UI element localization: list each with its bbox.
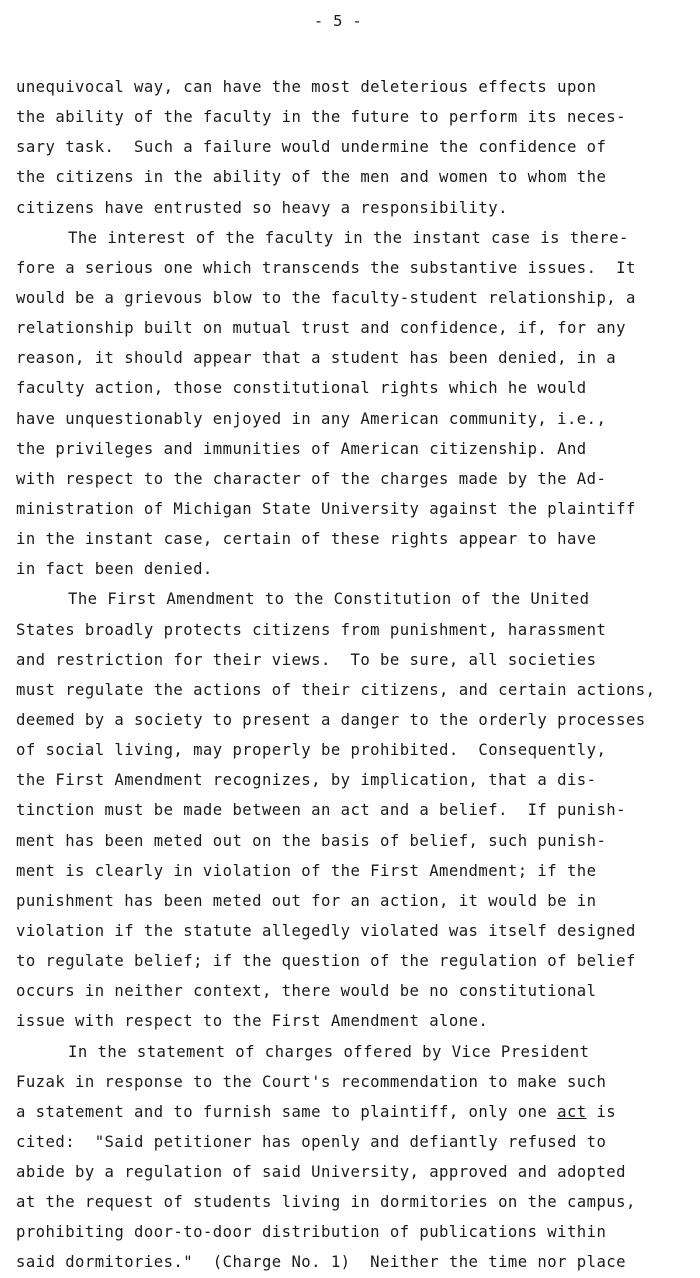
text-line: and restriction for their views. To be sure, all societies <box>16 650 597 669</box>
text-line: The First Amendment to the Constitution of the United <box>68 590 590 609</box>
text-line: States broadly protects citizens from punishment, harassment <box>16 620 607 639</box>
text-line: would be a grievous blow to the faculty-student relationship, a <box>16 288 636 307</box>
text-line: at the request of students living in dormitories on the campus, <box>16 1193 636 1212</box>
text-line: relationship built on mutual trust and confidence, if, for any <box>16 319 626 338</box>
text-line: In the statement of charges offered by Vice President <box>68 1042 590 1061</box>
text-line: deemed by a society to present a danger to the orderly processes <box>16 710 646 729</box>
text-line: unequivocal way, can have the most deleterious effects upon <box>16 78 597 96</box>
text-line: prohibiting door-to-door distribution of publications within <box>16 1223 607 1242</box>
text-line: violation if the statute allegedly violated was itself designed <box>16 921 636 940</box>
underlined-word: act <box>557 1102 587 1121</box>
text-line: the First Amendment recognizes, by implication, that a dis- <box>16 771 597 790</box>
page-number: - 5 - <box>313 12 363 30</box>
text-line: must regulate the actions of their citizens, and certain actions, <box>16 680 656 699</box>
text-line: cited: "Said petitioner has openly and defiantly refused to <box>16 1132 607 1151</box>
text-line: sary task. Such a failure would undermine the confidence of <box>16 138 607 157</box>
text-line: a statement and to furnish same to plaintiff, only one act is <box>16 1102 617 1121</box>
body-text <box>16 72 700 1278</box>
text-line: the privileges and immunities of American citizenship. And <box>16 439 587 458</box>
text-line: of social living, may properly be prohibited. Consequently, <box>16 741 607 760</box>
text-line: punishment has been meted out for an action, it would be in <box>16 891 597 910</box>
text-line: the citizens in the ability of the men and women to whom the <box>16 168 607 187</box>
text-line: faculty action, those constitutional rights which he would <box>16 379 587 398</box>
text-line: reason, it should appear that a student has been denied, in a <box>16 349 617 368</box>
text-line: ment has been meted out on the basis of belief, such punish- <box>16 831 607 850</box>
text-line: with respect to the character of the charges made by the Ad- <box>16 469 607 488</box>
text-line: in fact been denied. <box>16 560 213 579</box>
text-line: The interest of the faculty in the instant case is there- <box>68 228 629 247</box>
text-line: occurs in neither context, there would be no constitutional <box>16 982 597 1001</box>
text-line: have unquestionably enjoyed in any American community, i.e., <box>16 409 607 428</box>
text-line: abide by a regulation of said University, approved and adopted <box>16 1163 626 1182</box>
text-line: tinction must be made between an act and a belief. If punish- <box>16 801 626 820</box>
text-line: the ability of the faculty in the future to perform its neces- <box>16 108 626 127</box>
text-line: ministration of Michigan State University against the plaintiff <box>16 499 636 518</box>
text-line: in the instant case, certain of these rights appear to have <box>16 530 597 549</box>
text-line: said dormitories." (Charge No. 1) Neither the time nor place <box>16 1253 626 1272</box>
text-line: to regulate belief; if the question of the regulation of belief <box>16 952 636 971</box>
text-line: Fuzak in response to the Court's recommendation to make such <box>16 1072 607 1091</box>
text-line: citizens have entrusted so heavy a responsibility. <box>16 198 508 217</box>
text-line: ment is clearly in violation of the First Amendment; if the <box>16 861 597 880</box>
text-line: fore a serious one which transcends the substantive issues. It <box>16 258 636 277</box>
text-line: issue with respect to the First Amendment alone. <box>16 1012 489 1031</box>
